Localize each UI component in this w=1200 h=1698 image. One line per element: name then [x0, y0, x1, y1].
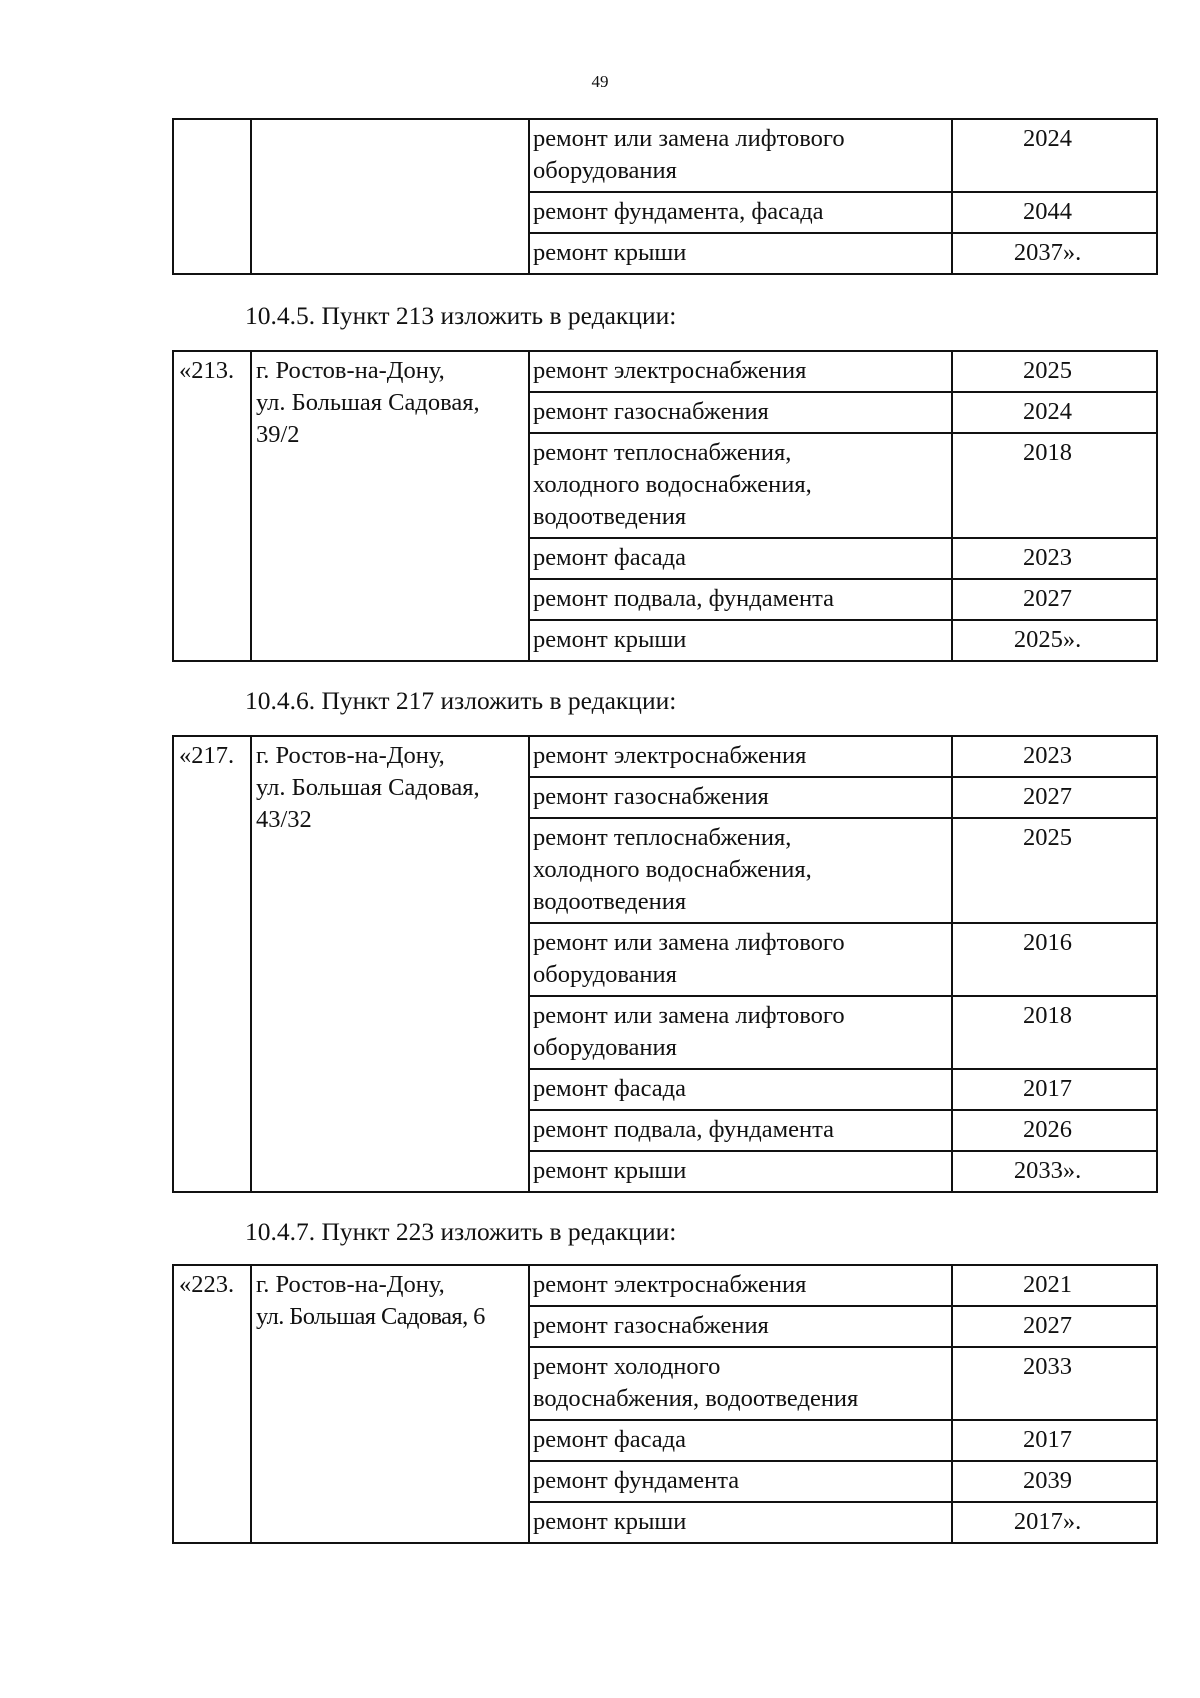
work-type-line: ремонт холодного [533, 1353, 721, 1380]
table-213 [172, 350, 1158, 662]
table-223 [172, 1264, 1158, 1544]
year-cell: 2018 [952, 996, 1157, 1069]
year-cell: 2033». [952, 1151, 1157, 1192]
work-type-line: ремонт крыши [533, 239, 687, 266]
work-type-line: ремонт или замена лифтового [533, 125, 845, 152]
address-cell [251, 351, 529, 661]
address-line: ул. Большая Садовая, [256, 774, 480, 801]
work-type-cell [529, 923, 952, 996]
work-type-cell [529, 392, 952, 433]
table-continuation [172, 118, 1158, 275]
work-type-cell [529, 1461, 952, 1502]
table-row [173, 119, 1157, 192]
year-cell: 2037». [952, 233, 1157, 274]
address-cell [251, 119, 529, 274]
heading-223: 10.4.7. Пункт 223 изложить в редакции: [245, 1217, 677, 1246]
work-type-cell [529, 119, 952, 192]
table-217 [172, 735, 1158, 1193]
work-type-line: ремонт или замена лифтового [533, 929, 845, 956]
work-type-line: холодного водоснабжения, [533, 471, 812, 498]
work-type-line: ремонт фасада [533, 1426, 686, 1453]
year-cell: 2023 [952, 736, 1157, 777]
work-type-cell [529, 620, 952, 661]
work-type-line: ремонт газоснабжения [533, 783, 769, 810]
address-line: г. Ростов-на-Дону, [256, 357, 445, 384]
heading-217: 10.4.6. Пункт 217 изложить в редакции: [245, 686, 677, 715]
work-type-line: ремонт газоснабжения [533, 398, 769, 425]
work-type-line: оборудования [533, 961, 677, 988]
work-type-line: ремонт фундамента [533, 1467, 740, 1494]
item-number-cell: «223. [173, 1265, 251, 1543]
work-type-line: ремонт подвала, фундамента [533, 585, 834, 612]
year-cell: 2027 [952, 777, 1157, 818]
work-type-line: ремонт крыши [533, 1508, 687, 1535]
address-line: ул. Большая Садовая, [256, 389, 480, 416]
work-type-cell [529, 1502, 952, 1543]
work-type-line: ремонт крыши [533, 626, 687, 653]
work-type-cell [529, 579, 952, 620]
year-cell: 2033 [952, 1347, 1157, 1420]
work-type-cell [529, 1306, 952, 1347]
year-cell: 2024 [952, 392, 1157, 433]
work-type-line: ремонт фундамента, фасада [533, 198, 824, 225]
year-cell: 2025 [952, 818, 1157, 923]
work-type-line: ремонт электроснабжения [533, 742, 807, 769]
page-number: 49 [591, 72, 609, 91]
year-cell: 2027 [952, 579, 1157, 620]
address-cell [251, 736, 529, 1192]
year-cell: 2016 [952, 923, 1157, 996]
work-type-line: ремонт подвала, фундамента [533, 1116, 834, 1143]
address-line: 43/32 [256, 806, 312, 833]
year-cell: 2023 [952, 538, 1157, 579]
year-cell: 2039 [952, 1461, 1157, 1502]
work-type-cell [529, 777, 952, 818]
work-type-line: ремонт фасада [533, 1075, 686, 1102]
work-type-cell [529, 818, 952, 923]
address-cell [251, 1265, 529, 1543]
work-type-line: ремонт крыши [533, 1157, 687, 1184]
address-line: г. Ростов-на-Дону, [256, 1271, 445, 1298]
address-line: ул. Большая Садовая, 6 [256, 1303, 485, 1330]
work-type-line: ремонт фасада [533, 544, 686, 571]
work-type-cell [529, 1110, 952, 1151]
work-type-cell [529, 233, 952, 274]
work-type-line: ремонт газоснабжения [533, 1312, 769, 1339]
year-cell: 2026 [952, 1110, 1157, 1151]
work-type-cell [529, 1151, 952, 1192]
work-type-cell [529, 1347, 952, 1420]
address-line: 39/2 [256, 421, 300, 448]
work-type-cell [529, 1265, 952, 1306]
year-cell: 2025 [952, 351, 1157, 392]
year-cell: 2025». [952, 620, 1157, 661]
year-cell: 2027 [952, 1306, 1157, 1347]
table-row [173, 736, 1157, 777]
work-type-cell [529, 192, 952, 233]
heading-213: 10.4.5. Пункт 213 изложить в редакции: [245, 301, 677, 330]
work-type-line: оборудования [533, 157, 677, 184]
work-type-cell [529, 351, 952, 392]
work-type-cell [529, 1420, 952, 1461]
item-number-cell: «217. [173, 736, 251, 1192]
work-type-line: водоотведения [533, 503, 687, 530]
year-cell: 2017 [952, 1420, 1157, 1461]
table-row [173, 1265, 1157, 1306]
work-type-line: холодного водоснабжения, [533, 856, 812, 883]
year-cell: 2018 [952, 433, 1157, 538]
work-type-line: оборудования [533, 1034, 677, 1061]
work-type-cell [529, 538, 952, 579]
work-type-line: водоснабжения, водоотведения [533, 1385, 859, 1412]
work-type-line: ремонт электроснабжения [533, 1271, 807, 1298]
year-cell: 2044 [952, 192, 1157, 233]
address-line: г. Ростов-на-Дону, [256, 742, 445, 769]
work-type-line: ремонт теплоснабжения, [533, 439, 792, 466]
year-cell: 2021 [952, 1265, 1157, 1306]
year-cell: 2017 [952, 1069, 1157, 1110]
work-type-line: водоотведения [533, 888, 687, 915]
work-type-line: ремонт или замена лифтового [533, 1002, 845, 1029]
item-number-cell: «213. [173, 351, 251, 661]
work-type-line: ремонт электроснабжения [533, 357, 807, 384]
year-cell: 2024 [952, 119, 1157, 192]
item-number-cell [173, 119, 251, 274]
work-type-line: ремонт теплоснабжения, [533, 824, 792, 851]
year-cell: 2017». [952, 1502, 1157, 1543]
table-row [173, 351, 1157, 392]
work-type-cell [529, 1069, 952, 1110]
work-type-cell [529, 736, 952, 777]
work-type-cell [529, 996, 952, 1069]
work-type-cell [529, 433, 952, 538]
